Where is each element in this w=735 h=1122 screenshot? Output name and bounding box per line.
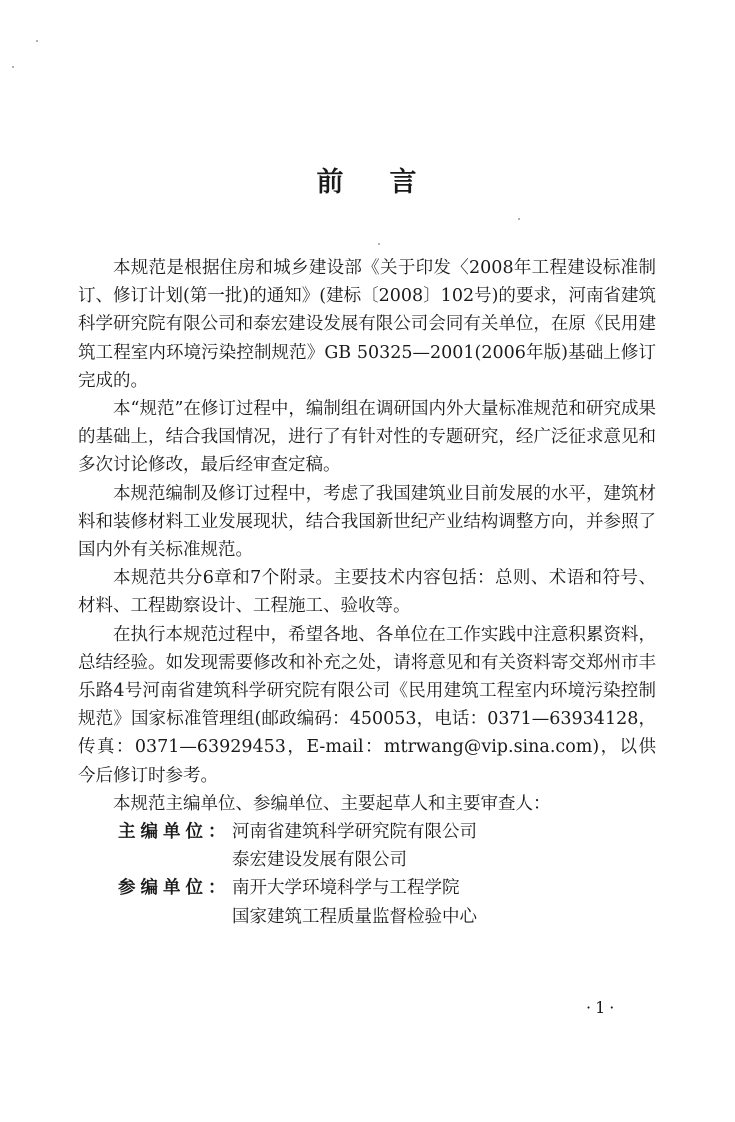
title-char-1: 前 xyxy=(316,167,346,198)
chief-unit-2: 泰宏建设发展有限公司 xyxy=(232,850,407,871)
scan-speck xyxy=(36,40,38,42)
chief-units-row xyxy=(78,818,656,874)
scan-speck xyxy=(378,243,380,245)
participating-units-list xyxy=(232,874,656,930)
chief-units-label: 主编单位： xyxy=(118,822,231,843)
participating-unit-2: 国家建筑工程质量监督检验中心 xyxy=(232,906,477,927)
paragraph-4: 本规范共分6章和7个附录。主要技术内容包括：总则、术语和符号、材料、工程勘察设计、工程施工、验收等。 xyxy=(78,568,656,617)
paragraph-1: 本规范是根据住房和城乡建设部《关于印发〈2008年工程建设标准制订、修订计划(第一批)的通知》(建标〔2008〕102号)的要求，河南省建筑科学研究院有限公司和泰宏建设发展有限公司会同有关单位，在原《民用建筑工程室内环境污染控制规范》GB 50325—2001(2006年版)基础上修订完成的。 xyxy=(78,258,656,391)
chief-unit-1: 河南省建筑科学研究院有限公司 xyxy=(232,822,477,843)
title-char-2: 言 xyxy=(389,167,419,198)
paragraph-2: 本“规范”在修订过程中，编制组在调研国内外大量标准规范和研究成果的基础上，结合我国情况，进行了有针对性的专题研究，经广泛征求意见和多次讨论修改，最后经审查定稿。 xyxy=(78,399,656,476)
body-text xyxy=(78,254,656,931)
participating-units-label: 参编单位： xyxy=(118,878,231,899)
paragraph-5: 在执行本规范过程中，希望各地、各单位在工作实践中注意积累资料，总结经验。如发现需要修改和补充之处，请将意见和有关资料寄交郑州市丰乐路4号河南省建筑科学研究院有限公司《民用建筑工程室内环境污染控制规范》国家标准管理组(邮政编码：450053，电话：0371—63934128，传真：0371—63929453，E-mail：mtrwang@vip.sina.com)，以供今后修订时参考。 xyxy=(78,624,656,786)
paragraph-6: 本规范主编单位、参编单位、主要起草人和主要审查人： xyxy=(113,793,551,814)
scan-speck xyxy=(12,66,14,68)
participating-unit-1: 南开大学环境科学与工程学院 xyxy=(232,878,460,899)
participating-units-row xyxy=(78,874,656,930)
chief-units-list xyxy=(232,818,656,874)
scan-speck xyxy=(518,218,520,220)
paragraph-3: 本规范编制及修订过程中，考虑了我国建筑业目前发展的水平，建筑材料和装修材料工业发展现状，结合我国新世纪产业结构调整方向，并参照了国内外有关标准规范。 xyxy=(78,483,656,561)
page-title xyxy=(0,160,735,199)
page-number: ·1· xyxy=(586,998,619,1017)
